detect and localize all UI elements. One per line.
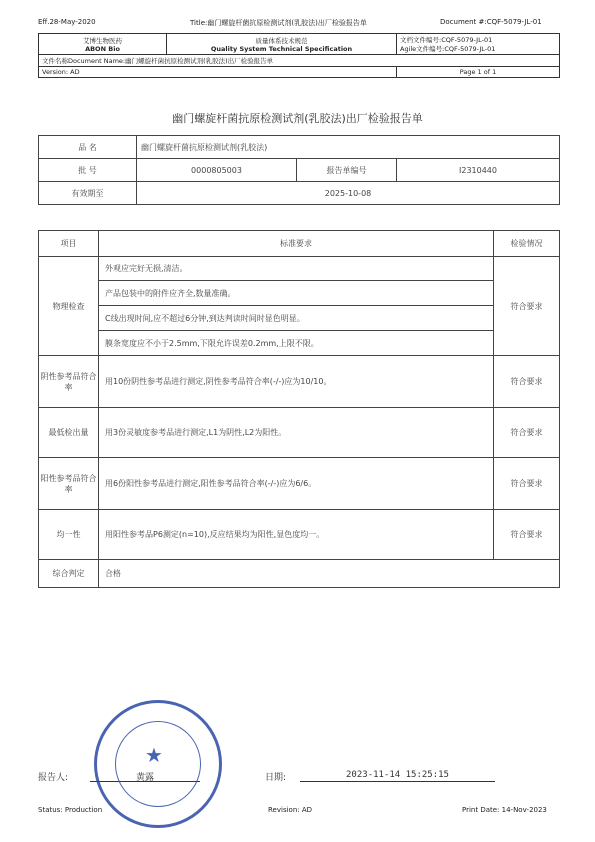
row-requirement: 用阳性参考品P6测定(n=10),反应结果均为阳性,显色度均一。 — [99, 510, 494, 560]
expiry-value: 2025-10-08 — [137, 182, 560, 205]
company-cn: 艾博生物医药 — [83, 36, 122, 45]
name-value: 幽门螺旋杆菌抗原检测试剂(乳胶法) — [137, 136, 560, 159]
summary-value: 合格 — [99, 560, 560, 588]
page-number: Page 1 of 1 — [397, 67, 560, 78]
row-result: 符合要求 — [494, 510, 560, 560]
summary-label: 综合判定 — [39, 560, 99, 588]
document-name: 文件名称Document Name:幽门螺旋杆菌抗原检测试剂(乳胶法)出厂检验报告单 — [39, 55, 560, 67]
agile-number: Agile文件编号:CQF-5079-JL-01 — [400, 45, 496, 53]
header-item: 项目 — [39, 231, 99, 257]
row-item: 物理检查 — [39, 257, 99, 356]
row-item: 均一性 — [39, 510, 99, 560]
row-requirement: C线出现时间,应不超过6分钟,到达判读时间时显色明显。 — [99, 306, 494, 331]
info-table — [38, 135, 560, 205]
row-result: 符合要求 — [494, 408, 560, 458]
report-title: 幽门螺旋杆菌抗原检测试剂(乳胶法)出厂检验报告单 — [172, 112, 423, 125]
header-requirement: 标准要求 — [99, 231, 494, 257]
version: Version: AD — [39, 67, 397, 78]
row-requirement: 膜条宽度应不小于2.5mm,下限允许误差0.2mm,上限不限。 — [99, 331, 494, 356]
star-icon: ★ — [145, 743, 163, 767]
row-requirement: 用10份阴性参考品进行测定,阴性参考品符合率(-/-)应为10/10。 — [99, 356, 494, 408]
spec-cn: 质量体系技术规范 — [255, 36, 308, 45]
header-result: 检验情况 — [494, 231, 560, 257]
expiry-label: 有效期至 — [39, 182, 137, 205]
company-seal-stamp — [94, 700, 222, 828]
row-requirement: 外观应完好无损,清洁。 — [99, 257, 494, 281]
spec-table — [38, 230, 560, 588]
row-item: 最低检出量 — [39, 408, 99, 458]
doc-title-line: Title:幽门螺旋杆菌抗原检测试剂(乳胶法)出厂检验报告单 — [190, 19, 367, 27]
effective-date: Eff.28-May-2020 — [38, 18, 96, 26]
spec-cell — [167, 34, 397, 55]
name-label: 品 名 — [39, 136, 137, 159]
row-result: 符合要求 — [494, 356, 560, 408]
report-no-label: 报告单编号 — [297, 159, 397, 182]
date-label: 日期: — [265, 773, 287, 783]
row-item: 阴性参考品符合率 — [39, 356, 99, 408]
doc-number-cell — [397, 34, 560, 55]
report-no-value: I2310440 — [397, 159, 560, 182]
row-result: 符合要求 — [494, 458, 560, 510]
header-table — [38, 33, 560, 78]
doc-number-cn: 文档文件编号:CQF-5079-JL-01 — [400, 36, 493, 44]
date-value: 2023-11-14 15:25:15 — [300, 770, 495, 782]
spec-en: Quality System Technical Specification — [210, 44, 353, 53]
print-date: Print Date: 14-Nov-2023 — [462, 806, 547, 814]
row-result: 符合要求 — [494, 257, 560, 356]
status: Status: Production — [38, 806, 103, 814]
reporter-name: 黄露 — [90, 770, 200, 782]
revision: Revision: AD — [268, 806, 313, 814]
row-requirement: 用6份阳性参考品进行测定,阳性参考品符合率(-/-)应为6/6。 — [99, 458, 494, 510]
row-requirement: 产品包装中的附件应齐全,数量准确。 — [99, 281, 494, 306]
batch-value: 0000805003 — [137, 159, 297, 182]
company-cell — [39, 34, 167, 55]
batch-label: 批 号 — [39, 159, 137, 182]
document-number: Document #:CQF-5079-JL-01 — [440, 18, 542, 26]
company-en: ABON Bio — [85, 44, 120, 53]
reporter-label: 报告人: — [38, 773, 69, 783]
row-requirement: 用3份灵敏度参考品进行测定,L1为阴性,L2为阳性。 — [99, 408, 494, 458]
row-item: 阳性参考品符合率 — [39, 458, 99, 510]
